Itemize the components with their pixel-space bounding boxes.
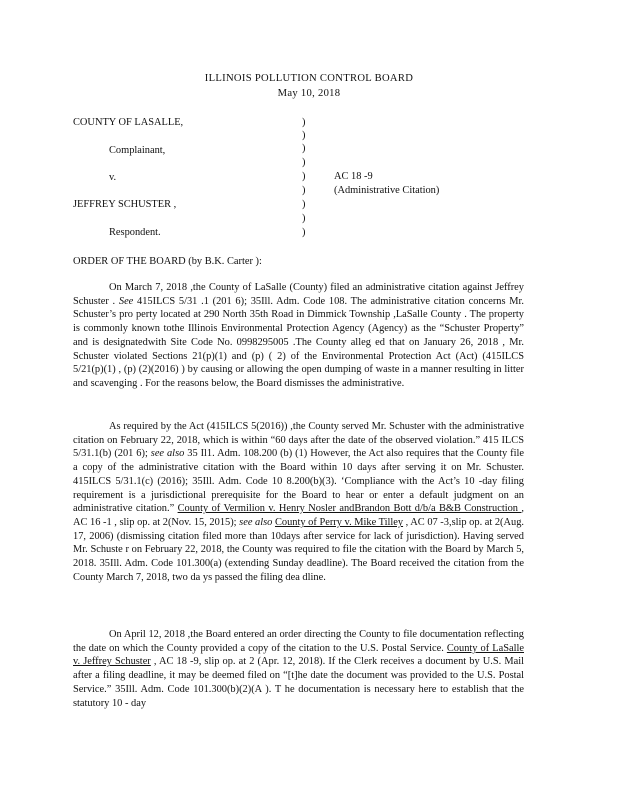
text-run: On March 7, 2018 ,the County of LaSalle (County) filed an administrative citation against Jeffrey Schuster . [73, 282, 524, 307]
text-run: , AC 16 -1 , slip op. at 2(Nov. 15, 2015); [73, 503, 524, 528]
caption-complainant: Complainant, [109, 145, 166, 156]
paragraph-3 [73, 628, 524, 710]
caption-bracket: ) [302, 199, 306, 210]
paragraph-2 [73, 420, 524, 584]
caption-bracket: ) [302, 171, 306, 182]
signal-see: See [118, 295, 134, 307]
signal-see-also: see also [239, 516, 273, 528]
caption-bracket: ) [302, 117, 306, 128]
caption-defendant: JEFFREY SCHUSTER , [73, 199, 177, 210]
case-citation-vermilion: County of Vermilion v. Henry Nosler andBrandon Bott d/b/a B&B Construction [177, 503, 522, 515]
text-run: , AC 07 -3,slip op. at 2(Aug. 17, 2006) (dismissing citation filed more than 10days after service for lack of jurisdiction). Having served Mr. Schuste r on February 22, 2018, the County was required to file the citation with the Board by March 5, 2018. 35Ill. Adm. Code 101.300(a) (extending Sunday deadline). The Board received the citation from the County March 7, 2018, two da ys passed the filing dea dline. [73, 516, 525, 583]
text-run: On April 12, 2018 ,the Board entered an order directing the County to file documentation reflecting the date on which the County provided a copy of the citation to the U.S. Postal Service. [73, 629, 524, 654]
text-run: As required by the Act (415ILCS 5(2016)) ,the County served Mr. Schuster with the administrative citation on February 22, 2018, which is within “60 days after the date of the observed violation.” 415 ILCS 5/31.1(b) (201 6); [73, 421, 524, 460]
caption-bracket: ) [302, 157, 306, 168]
caption-bracket: ) [302, 185, 306, 196]
paragraph-1 [73, 281, 524, 391]
order-date: May 10, 2018 [277, 88, 341, 99]
board-name-heading: ILLINOIS POLLUTION CONTROL BOARD [204, 73, 414, 84]
case-citation-perry: County of Perry v. Mike Tilley [274, 516, 404, 528]
text-run: , AC 18 -9, slip op. at 2 (Apr. 12, 2018). If the Clerk receives a document by U.S. Mail after a filing deadline, it may be deemed filed on “[t]he date the document was provided to the U.S. Postal Service.” 35Ill. Adm. Code 101.300(b)(2)(A ). T he documentation is necessary here to establish that the statutory 10 - day [73, 656, 524, 709]
signal-see-also: see also [150, 448, 185, 460]
text-run: 415ILCS 5/31 .1 (201 6); 35Ill. Adm. Code 108. The administrative citation concerns Mr. Schuster’s pro perty located at 290 North 35th Road in Dimmick Township ,LaSalle County . The property is commonly known tothe Illinois Environmental Protection Agency (Agency) as the “Schuster Property” and is designatedwith Site Code No. 0998295005 .The County alleg ed that on January 26, 2018 , Mr. Schuster violated Sections 21(p)(1) and (p) ( 2) of the Environmental Protection Act (Act) (415ILCS 5/21(p)(1) , (p) (2)(2016) ) by causing or allowing the open dumping of waste in a manner resulting in litter and scavenging . For the reasons below, the Board dismisses the administrative. [73, 295, 525, 389]
caption-case-number: AC 18 -9 [334, 171, 373, 182]
caption-bracket: ) [302, 227, 306, 238]
caption-case-type: (Administrative Citation) [334, 185, 440, 196]
caption-bracket: ) [302, 143, 306, 154]
caption-respondent: Respondent. [109, 227, 161, 238]
caption-bracket: ) [302, 213, 306, 224]
caption-county: COUNTY OF LASALLE, [73, 117, 184, 128]
text-run: 35 Il1. Adm. 108.200 (b) (1) However, the Act also requires that the County file a copy of the administrative citation with the Board within 10 days after serving it on Mr. Schuster. 415ILCS 5/31.1(c) (2016); 35Ill. Adm. Code 10 8.200(b)(3). ‘Compliance with the Act’s 10 -day filing requirement is a jurisdictional prerequisite for the Board to hear or enter a default judgment on an administrative citation.” [73, 448, 524, 515]
order-heading: ORDER OF THE BOARD (by B.K. Carter ): [73, 256, 262, 267]
caption-versus: v. [109, 172, 117, 183]
caption-bracket: ) [302, 130, 306, 141]
case-citation-lasalle: County of LaSalle v. Jeffrey Schuster [73, 642, 524, 668]
